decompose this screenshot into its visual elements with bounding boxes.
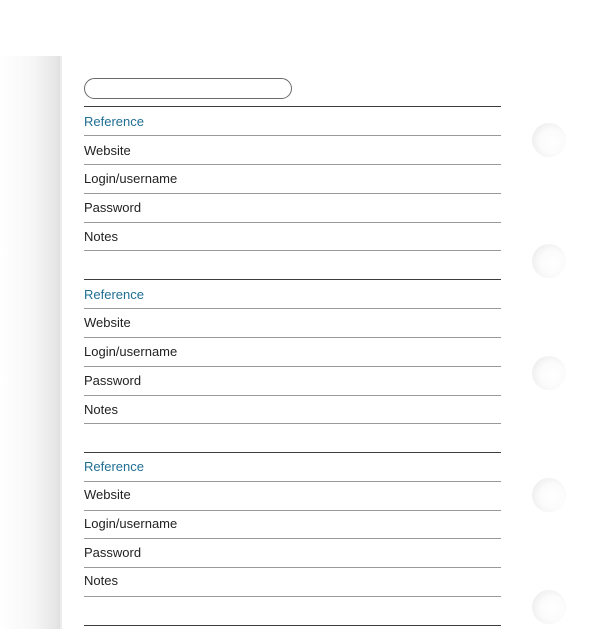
punch-hole-icon bbox=[532, 356, 566, 390]
password-label: Password bbox=[84, 373, 142, 388]
login-username-label: Login/username bbox=[84, 171, 178, 186]
login-username-label: Login/username bbox=[84, 344, 178, 359]
field-rule bbox=[84, 481, 501, 482]
section-top-rule bbox=[84, 106, 501, 107]
section-top-rule bbox=[84, 452, 501, 453]
punch-hole-icon bbox=[532, 123, 566, 157]
reference-label: Reference bbox=[84, 287, 144, 302]
section-top-rule bbox=[84, 279, 501, 280]
title-field[interactable] bbox=[84, 78, 292, 99]
field-rule bbox=[84, 308, 501, 309]
password-label: Password bbox=[84, 545, 142, 560]
punch-hole-icon bbox=[532, 478, 566, 512]
organizer-sheet bbox=[62, 56, 600, 629]
field-rule bbox=[84, 164, 501, 165]
punch-hole-icon bbox=[532, 590, 566, 624]
field-rule bbox=[84, 135, 501, 136]
field-rule bbox=[84, 337, 501, 338]
notes-label: Notes bbox=[84, 229, 118, 244]
section-top-rule bbox=[84, 625, 501, 626]
login-username-label: Login/username bbox=[84, 516, 178, 531]
field-rule bbox=[84, 538, 501, 539]
field-rule bbox=[84, 567, 501, 568]
reference-label: Reference bbox=[84, 459, 144, 474]
website-label: Website bbox=[84, 143, 131, 158]
field-rule bbox=[84, 366, 501, 367]
field-rule bbox=[84, 250, 501, 251]
notes-label: Notes bbox=[84, 402, 118, 417]
notes-label: Notes bbox=[84, 573, 118, 588]
field-rule bbox=[84, 423, 501, 424]
field-rule bbox=[84, 510, 501, 511]
field-rule bbox=[84, 222, 501, 223]
field-rule bbox=[84, 596, 501, 597]
field-rule bbox=[84, 395, 501, 396]
reference-label: Reference bbox=[84, 114, 144, 129]
field-rule bbox=[84, 193, 501, 194]
website-label: Website bbox=[84, 487, 131, 502]
punch-hole-icon bbox=[532, 244, 566, 278]
page-shadow bbox=[0, 56, 62, 629]
password-label: Password bbox=[84, 200, 142, 215]
website-label: Website bbox=[84, 315, 131, 330]
